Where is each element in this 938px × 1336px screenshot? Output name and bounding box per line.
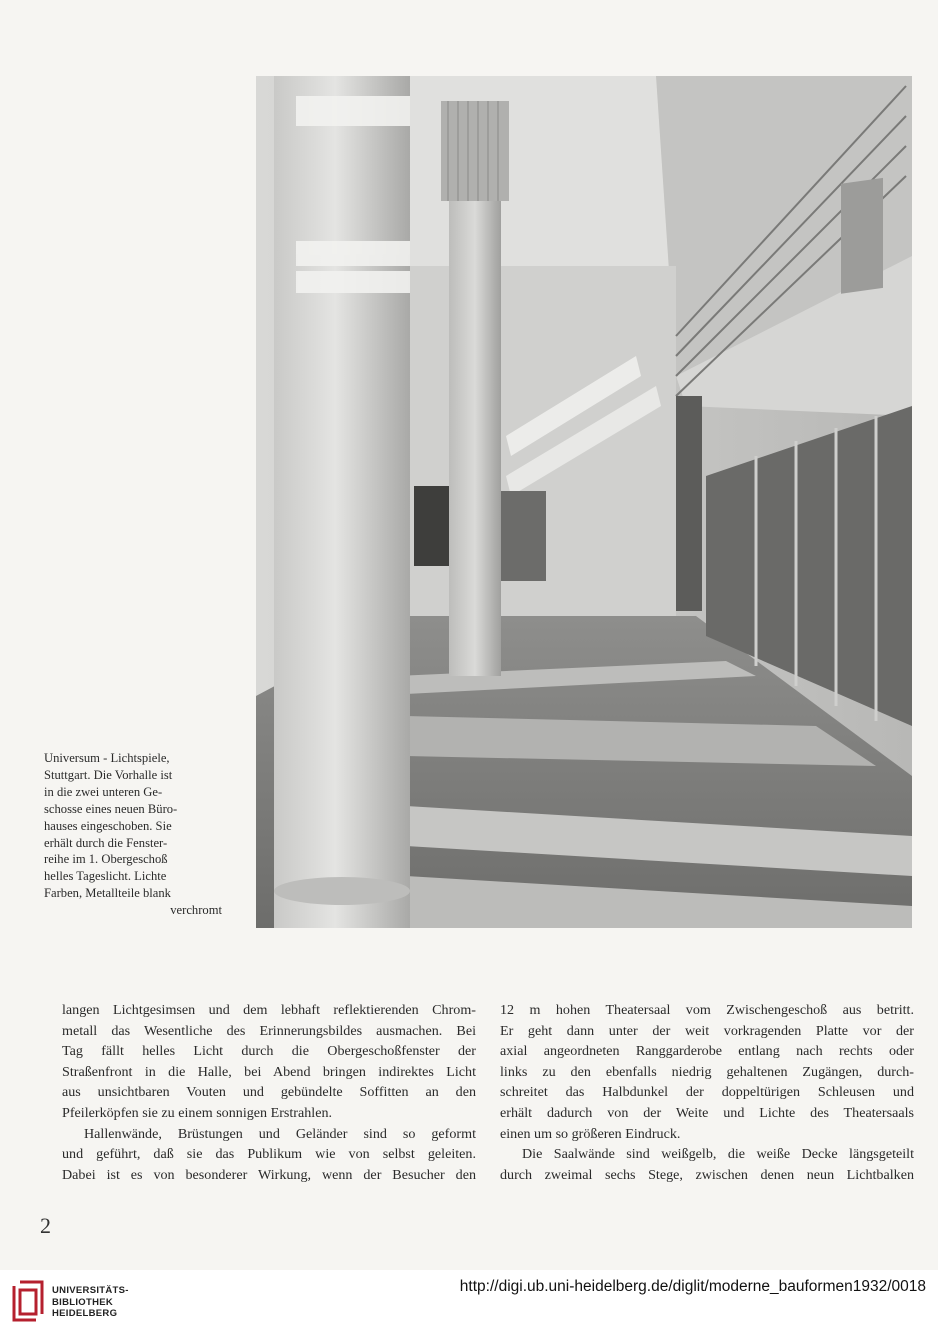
library-name-line: BIBLIOTHEK: [52, 1296, 114, 1308]
digitization-footer: [0, 1270, 938, 1336]
library-name: [52, 1285, 129, 1320]
caption-line: in die zwei unteren Ge-: [44, 784, 163, 799]
text-line: axial angeordneten Ranggarderobe entlang nach rechts oder: [500, 1043, 914, 1060]
text-line: links zu den ebenfalls niedrig gehaltenen Zugängen, durch-: [500, 1063, 914, 1080]
caption-line: hauses eingeschoben. Sie: [44, 818, 172, 833]
caption-line: helles Tageslicht. Lichte: [44, 869, 167, 884]
page-number: 2: [40, 1213, 51, 1238]
text-line: metall das Wesentliche des Erinnerungsbildes ausmachen. Bei: [62, 1022, 476, 1039]
text-line: aus unsichtbaren Vouten und gebündelte Soffitten an den: [62, 1084, 476, 1101]
text-line: durch zweimal sechs Stege, zwischen denen neun Lichtbalken: [500, 1166, 914, 1183]
text-line: einen um so größeren Eindruck.: [500, 1125, 681, 1142]
text-line: Er geht dann unter der weit vorkragenden Platte vor der: [500, 1022, 914, 1039]
body-column-right: [500, 1000, 914, 1185]
library-name-line: HEIDELBERG: [52, 1308, 118, 1319]
photo-caption: [44, 750, 222, 919]
hall-photograph: [256, 76, 912, 928]
text-line: schreitet das Halbdunkel der doppeltürigen Schleusen und: [500, 1084, 914, 1101]
text-line: Tag fällt helles Licht durch die Obergeschoßfenster der: [62, 1043, 476, 1060]
library-logo-icon: [10, 1280, 46, 1326]
text-line: Pfeilerköpfen sie zu einem sonnigen Erstrahlen.: [62, 1104, 333, 1121]
body-column-left: [62, 1000, 476, 1185]
text-line: Die Saalwände sind weißgelb, die weiße Decke längsgeteilt: [522, 1146, 914, 1163]
caption-line: verchromt: [170, 903, 222, 918]
text-line: Straßenfront in die Halle, bei Abend bringen indirektes Licht: [62, 1063, 476, 1080]
text-line: erhält dadurch von der Weite und Lichte des Theatersaals: [500, 1104, 914, 1121]
source-url-link[interactable]: http://digi.ub.uni-heidelberg.de/diglit/moderne_bauformen1932/0018: [459, 1278, 926, 1295]
caption-line: Farben, Metallteile blank: [44, 886, 171, 901]
caption-line: Universum - Lichtspiele,: [44, 751, 170, 765]
caption-line: reihe im 1. Obergeschoß: [44, 852, 168, 867]
caption-line: Stuttgart. Die Vorhalle ist: [44, 767, 173, 782]
text-line: und geführt, daß sie das Publikum wie von selbst geleiten.: [62, 1146, 476, 1163]
text-line: langen Lichtgesimsen und dem lebhaft reflektierenden Chrom-: [62, 1002, 476, 1018]
library-name-line: UNIVERSITÄTS-: [52, 1285, 129, 1296]
text-line: Dabei ist es von besonderer Wirkung, wenn der Besucher den: [62, 1166, 476, 1183]
text-line: 12 m hohen Theatersaal vom Zwischengeschoß aus betritt.: [500, 1002, 914, 1018]
caption-line: schosse eines neuen Büro-: [44, 801, 178, 816]
text-line: Hallenwände, Brüstungen und Geländer sind so geformt: [84, 1125, 476, 1142]
caption-line: erhält durch die Fenster-: [44, 835, 168, 850]
